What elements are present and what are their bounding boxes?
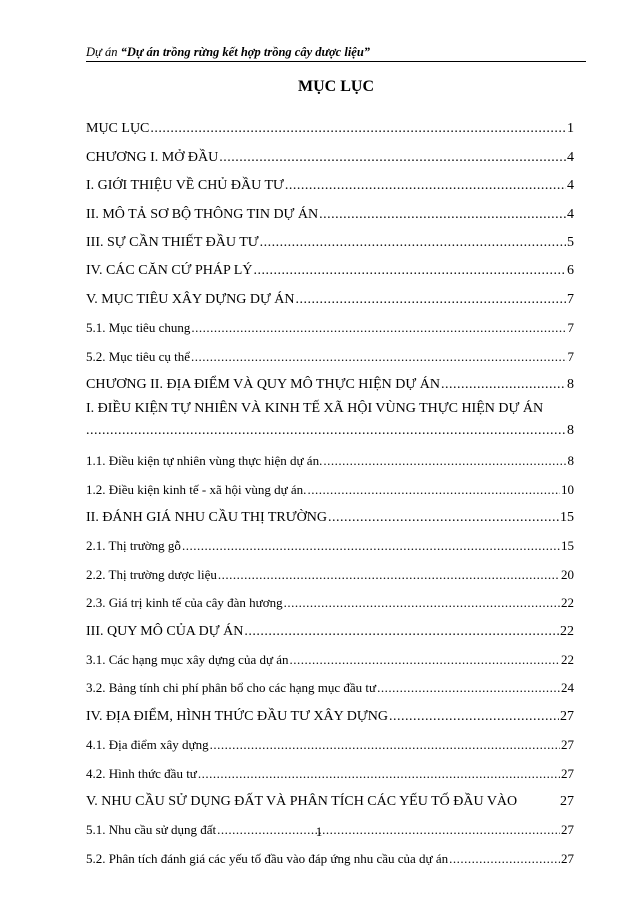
toc-entry-page: 1 [567,121,574,137]
toc-entry[interactable] [86,251,574,279]
toc-entry-page: 27 [561,737,574,753]
toc-entry[interactable] [86,526,574,554]
page-title: MỤC LỤC [298,78,374,95]
toc-entry[interactable] [86,498,574,526]
toc-entry-page: 4 [567,206,574,222]
table-of-contents [86,109,574,867]
toc-dot-leader [284,595,560,611]
toc-entry-label: MỤC LỤC [86,121,150,137]
toc-dot-leader [86,421,566,441]
toc-entry-page: 22 [561,652,574,668]
toc-entry[interactable] [86,109,574,137]
toc-dot-leader [441,377,566,393]
toc-dot-leader [285,178,566,194]
header-project-name: “Dự án trồng rừng kết hợp trồng cây dược liệu” [120,45,371,59]
toc-entry-page: 4 [567,149,574,165]
toc-entry-page: 4 [567,178,574,194]
toc-entry[interactable] [86,194,574,222]
toc-entry[interactable] [86,308,574,336]
toc-entry-label: 1.2. Điều kiện kinh tế - xã hội vùng dự án. [86,481,307,497]
toc-entry-page: 8 [567,376,574,392]
toc-entry[interactable] [86,782,574,810]
toc-entry-label: 5.1. Nhu cầu sử dụng đất [86,822,217,838]
toc-entry-label: 1.1. Điều kiện tự nhiên vùng thực hiện dự án. [86,453,323,469]
toc-entry-label: 3.1. Các hạng mục xây dựng của dự án [86,652,289,668]
toc-entry[interactable] [86,279,574,307]
toc-entry-label: 4.1. Địa điểm xây dựng [86,737,209,753]
toc-entry[interactable] [86,336,574,364]
toc-entry-page: 15 [561,538,574,554]
toc-entry-label: 3.2. Bảng tính chi phí phân bổ cho các hạng mục đầu tư [86,680,377,696]
toc-dot-leader [182,538,560,554]
toc-entry-page: 7 [567,320,574,336]
toc-entry[interactable] [86,696,574,724]
toc-dot-leader [244,624,559,640]
toc-dot-leader [449,851,560,867]
toc-entry-label: I. GIỚI THIỆU VỀ CHỦ ĐẦU TƯ [86,178,284,194]
toc-entry[interactable] [86,166,574,194]
toc-dot-leader [377,680,560,696]
toc-entry-label: CHƯƠNG II. ĐỊA ĐIỂM VÀ QUY MÔ THỰC HIỆN DỰ ÁN [86,376,440,392]
toc-entry-page: 8 [567,453,574,469]
toc-dot-leader [290,652,560,668]
toc-entry-label: 2.3. Giá trị kinh tế của cây đàn hương [86,595,283,611]
toc-entry[interactable] [86,137,574,165]
toc-entry[interactable] [86,838,574,866]
toc-entry[interactable] [86,441,574,469]
toc-entry-label: II. MÔ TẢ SƠ BỘ THÔNG TIN DỰ ÁN [86,206,319,222]
toc-entry-page: 6 [567,263,574,279]
toc-dot-leader [210,737,560,753]
toc-dot-leader [260,235,566,251]
toc-dot-leader [328,510,559,526]
toc-entry-label: IV. ĐỊA ĐIỂM, HÌNH THỨC ĐẦU TƯ XÂY DỰNG [86,708,388,724]
toc-entry[interactable] [86,668,574,696]
toc-dot-leader [150,121,566,137]
toc-entry[interactable] [86,223,574,251]
toc-entry-page: 7 [567,348,574,364]
toc-entry-page: 15 [560,510,574,526]
running-header [86,44,586,60]
toc-entry[interactable] [86,753,574,781]
toc-entry-label: 5.1. Mục tiêu chung [86,320,191,336]
toc-entry-label: 5.2. Phân tích đánh giá các yếu tố đầu vào đáp ứng nhu cầu của dự án [86,850,449,866]
toc-entry-page: 27 [560,708,574,724]
toc-entry-label: IV. CÁC CĂN CỨ PHÁP LÝ [86,263,253,279]
toc-entry-page: 20 [561,566,574,582]
toc-entry-page: 27 [561,822,574,838]
toc-entry-page: 24 [561,680,574,696]
toc-entry[interactable] [86,725,574,753]
toc-entry-label: II. ĐÁNH GIÁ NHU CẦU THỊ TRƯỜNG [86,510,327,526]
header-rule [86,61,586,62]
toc-entry-label: III. QUY MÔ CỦA DỰ ÁN [86,623,244,639]
toc-entry-label: 2.2. Thị trường dược liệu [86,566,217,582]
toc-dot-leader [198,766,560,782]
toc-dot-leader [389,709,559,725]
toc-entry[interactable] [86,469,574,497]
toc-entry-label: III. SỰ CẦN THIẾT ĐẦU TƯ [86,234,259,250]
toc-entry[interactable] [86,393,574,441]
toc-entry-label: I. ĐIỀU KIỆN TỰ NHIÊN VÀ KINH TẾ XÃ HỘI VÙNG THỰC HIỆN DỰ ÁN [86,400,544,416]
toc-entry-label: V. NHU CẦU SỬ DỤNG ĐẤT VÀ PHÂN TÍCH CÁC YẾU TỐ ĐẦU VÀO [86,793,518,809]
toc-entry-label: 4.2. Hình thức đầu tư [86,765,197,781]
toc-entry-label: 2.1. Thị trường gỗ [86,538,181,554]
toc-dot-leader [307,482,560,498]
toc-entry-label: CHƯƠNG I. MỞ ĐẦU [86,149,219,165]
toc-dot-leader [319,207,566,223]
page-number: 1 [315,824,323,839]
toc-entry[interactable] [86,583,574,611]
toc-entry-page: 10 [561,481,574,497]
toc-dot-leader [191,320,566,336]
toc-dot-leader [323,453,566,469]
toc-entry-label: 5.2. Mục tiêu cụ thể [86,348,190,364]
toc-entry-page: 22 [561,595,574,611]
toc-dot-leader [219,150,566,166]
toc-entry[interactable] [86,640,574,668]
toc-dot-leader [296,292,566,308]
toc-dot-leader [253,263,566,279]
toc-dot-leader [218,567,560,583]
toc-entry-page: 5 [567,234,574,250]
toc-entry-page: 27 [561,765,574,781]
toc-entry-page: 22 [560,623,574,639]
toc-entry-page: 7 [567,291,574,307]
toc-entry[interactable] [86,554,574,582]
toc-entry-label: V. MỤC TIÊU XÂY DỰNG DỰ ÁN [86,291,295,307]
toc-entry[interactable] [86,611,574,639]
toc-dot-leader [191,349,567,365]
toc-entry-page: 27 [560,793,574,809]
header-prefix: Dự án [86,45,121,59]
toc-entry-page: 8 [567,422,574,438]
toc-entry-page: 27 [561,850,574,866]
toc-entry[interactable] [86,365,574,393]
